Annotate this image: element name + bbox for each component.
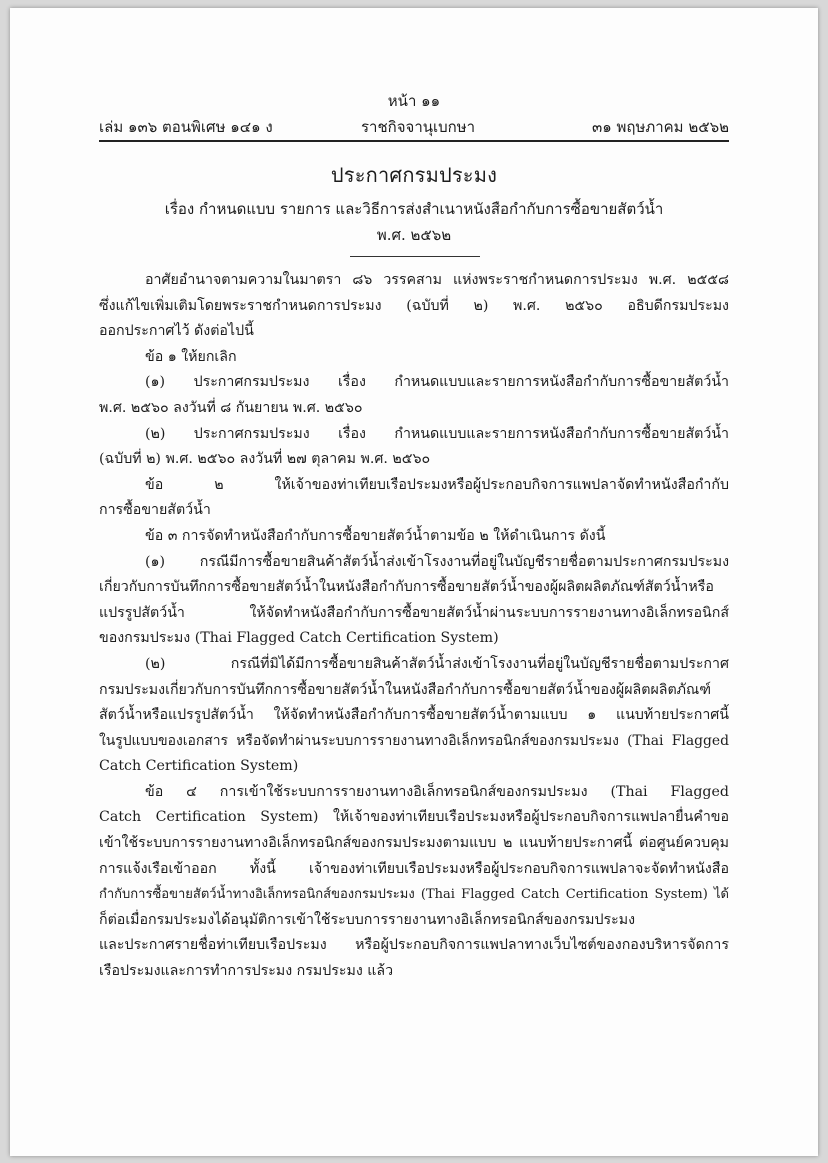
body-line: ข้อ ๑ ให้ยกเลิก — [145, 348, 237, 365]
body-line: เรือประมงและการทำการประมง กรมประมง แล้ว — [99, 963, 394, 980]
announcement-year: พ.ศ. ๒๕๖๒ — [376, 226, 452, 244]
gazette-name: ราชกิจจานุเบกษา — [361, 118, 476, 136]
publication-date: ๓๑ พฤษภาคม ๒๕๖๒ — [591, 118, 729, 136]
announcement-body — [99, 268, 729, 985]
body-line: กำกับการซื้อขายสัตว์น้ำทางอิเล็กทรอนิกส์ของกรมประมง (Thai Flagged Catch Certification System) ได้ — [99, 887, 729, 903]
body-line: Catch Certification System) — [99, 758, 299, 775]
body-line: (๒) กรณีที่มิได้มีการซื้อขายสินค้าสัตว์น้ำส่งเข้าโรงงานที่อยู่ในบัญชีรายชื่อตามประกาศ — [145, 655, 729, 672]
body-line: ข้อ ๒ ให้เจ้าของท่าเทียบเรือประมงหรือผู้ประกอบกิจการแพปลาจัดทำหนังสือกำกับ — [145, 476, 729, 493]
body-line: พ.ศ. ๒๕๖๐ ลงวันที่ ๘ กันยายน พ.ศ. ๒๕๖๐ — [99, 399, 363, 416]
header-divider — [99, 140, 729, 142]
body-line: ของกรมประมง (Thai Flagged Catch Certification System) — [99, 630, 499, 647]
body-line: (๑) ประกาศกรมประมง เรื่อง กำหนดแบบและรายการหนังสือกำกับการซื้อขายสัตว์น้ำ — [145, 374, 729, 391]
body-line: ซึ่งแก้ไขเพิ่มเติมโดยพระราชกำหนดการประมง (ฉบับที่ ๒) พ.ศ. ๒๕๖๐ อธิบดีกรมประมง — [99, 297, 729, 314]
announcement-subject: เรื่อง กำหนดแบบ รายการ และวิธีการส่งสำเนาหนังสือกำกับการซื้อขายสัตว์น้ำ — [164, 200, 664, 218]
body-line: (๑) กรณีมีการซื้อขายสินค้าสัตว์น้ำส่งเข้าโรงงานที่อยู่ในบัญชีรายชื่อตามประกาศกรมประมง — [145, 553, 729, 570]
body-line: การซื้อขายสัตว์น้ำ — [99, 502, 211, 519]
body-line: ในรูปแบบของเอกสาร หรือจัดทำผ่านระบบการรายงานทางอิเล็กทรอนิกส์ของกรมประมง (Thai Flagged — [99, 732, 729, 749]
body-line: แปรรูปสัตว์น้ำ ให้จัดทำหนังสือกำกับการซื้อขายสัตว์น้ำผ่านระบบการรายงานทางอิเล็กทรอนิกส์ — [99, 604, 729, 621]
body-line: (ฉบับที่ ๒) พ.ศ. ๒๕๖๐ ลงวันที่ ๒๗ ตุลาคม พ.ศ. ๒๕๖๐ — [99, 451, 431, 468]
body-line: ข้อ ๔ การเข้าใช้ระบบการรายงานทางอิเล็กทรอนิกส์ของกรมประมง (Thai Flagged — [145, 783, 729, 800]
body-line: ก็ต่อเมื่อกรมประมงได้อนุมัติการเข้าใช้ระบบการรายงานทางอิเล็กทรอนิกส์ของกรมประมง — [99, 911, 636, 928]
body-line: เกี่ยวกับการบันทึกการซื้อขายสัตว์น้ำในหนังสือกำกับการซื้อขายสัตว์น้ำของผู้ผลิตผลิตภัณฑ์สัตว์น้ำหรือ — [99, 579, 714, 596]
announcement-title: ประกาศกรมประมง — [330, 163, 498, 187]
body-line: เข้าใช้ระบบการรายงานทางอิเล็กทรอนิกส์ของกรมประมงตามแบบ ๒ แนบท้ายประกาศนี้ ต่อศูนย์ควบคุม — [99, 835, 729, 852]
body-line: ข้อ ๓ การจัดทำหนังสือกำกับการซื้อขายสัตว์น้ำตามข้อ ๒ ให้ดำเนินการ ดังนี้ — [145, 527, 606, 544]
title-divider — [350, 256, 480, 257]
body-line: สัตว์น้ำหรือแปรรูปสัตว์น้ำ ให้จัดทำหนังสือกำกับการซื้อขายสัตว์น้ำตามแบบ ๑ แนบท้ายประกาศนี้ — [99, 707, 729, 724]
body-line: และประกาศรายชื่อท่าเทียบเรือประมง หรือผู้ประกอบกิจการแพปลาทางเว็บไซต์ของกองบริหารจัดการ — [99, 937, 729, 954]
body-line: Catch Certification System) ให้เจ้าของท่าเทียบเรือประมงหรือผู้ประกอบกิจการแพปลายื่นคำขอ — [99, 809, 729, 826]
gazette-header — [99, 115, 729, 137]
body-line: อาศัยอำนาจตามความในมาตรา ๘๖ วรรคสาม แห่งพระราชกำหนดการประมง พ.ศ. ๒๕๕๘ — [145, 272, 729, 288]
page-number: หน้า ๑๑ — [387, 92, 441, 110]
body-line: กรมประมงเกี่ยวกับการบันทึกการซื้อขายสัตว์น้ำในหนังสือกำกับการซื้อขายสัตว์น้ำของผู้ผลิตผลิตภัณฑ์ — [99, 681, 711, 698]
body-line: การแจ้งเรือเข้าออก ทั้งนี้ เจ้าของท่าเทียบเรือประมงหรือผู้ประกอบกิจการแพปลาจะจัดทำหนังสือ — [99, 860, 729, 877]
volume-issue: เล่ม ๑๓๖ ตอนพิเศษ ๑๔๑ ง — [99, 118, 273, 136]
body-line: (๒) ประกาศกรมประมง เรื่อง กำหนดแบบและรายการหนังสือกำกับการซื้อขายสัตว์น้ำ — [145, 425, 729, 442]
body-line: ออกประกาศไว้ ดังต่อไปนี้ — [99, 323, 254, 340]
